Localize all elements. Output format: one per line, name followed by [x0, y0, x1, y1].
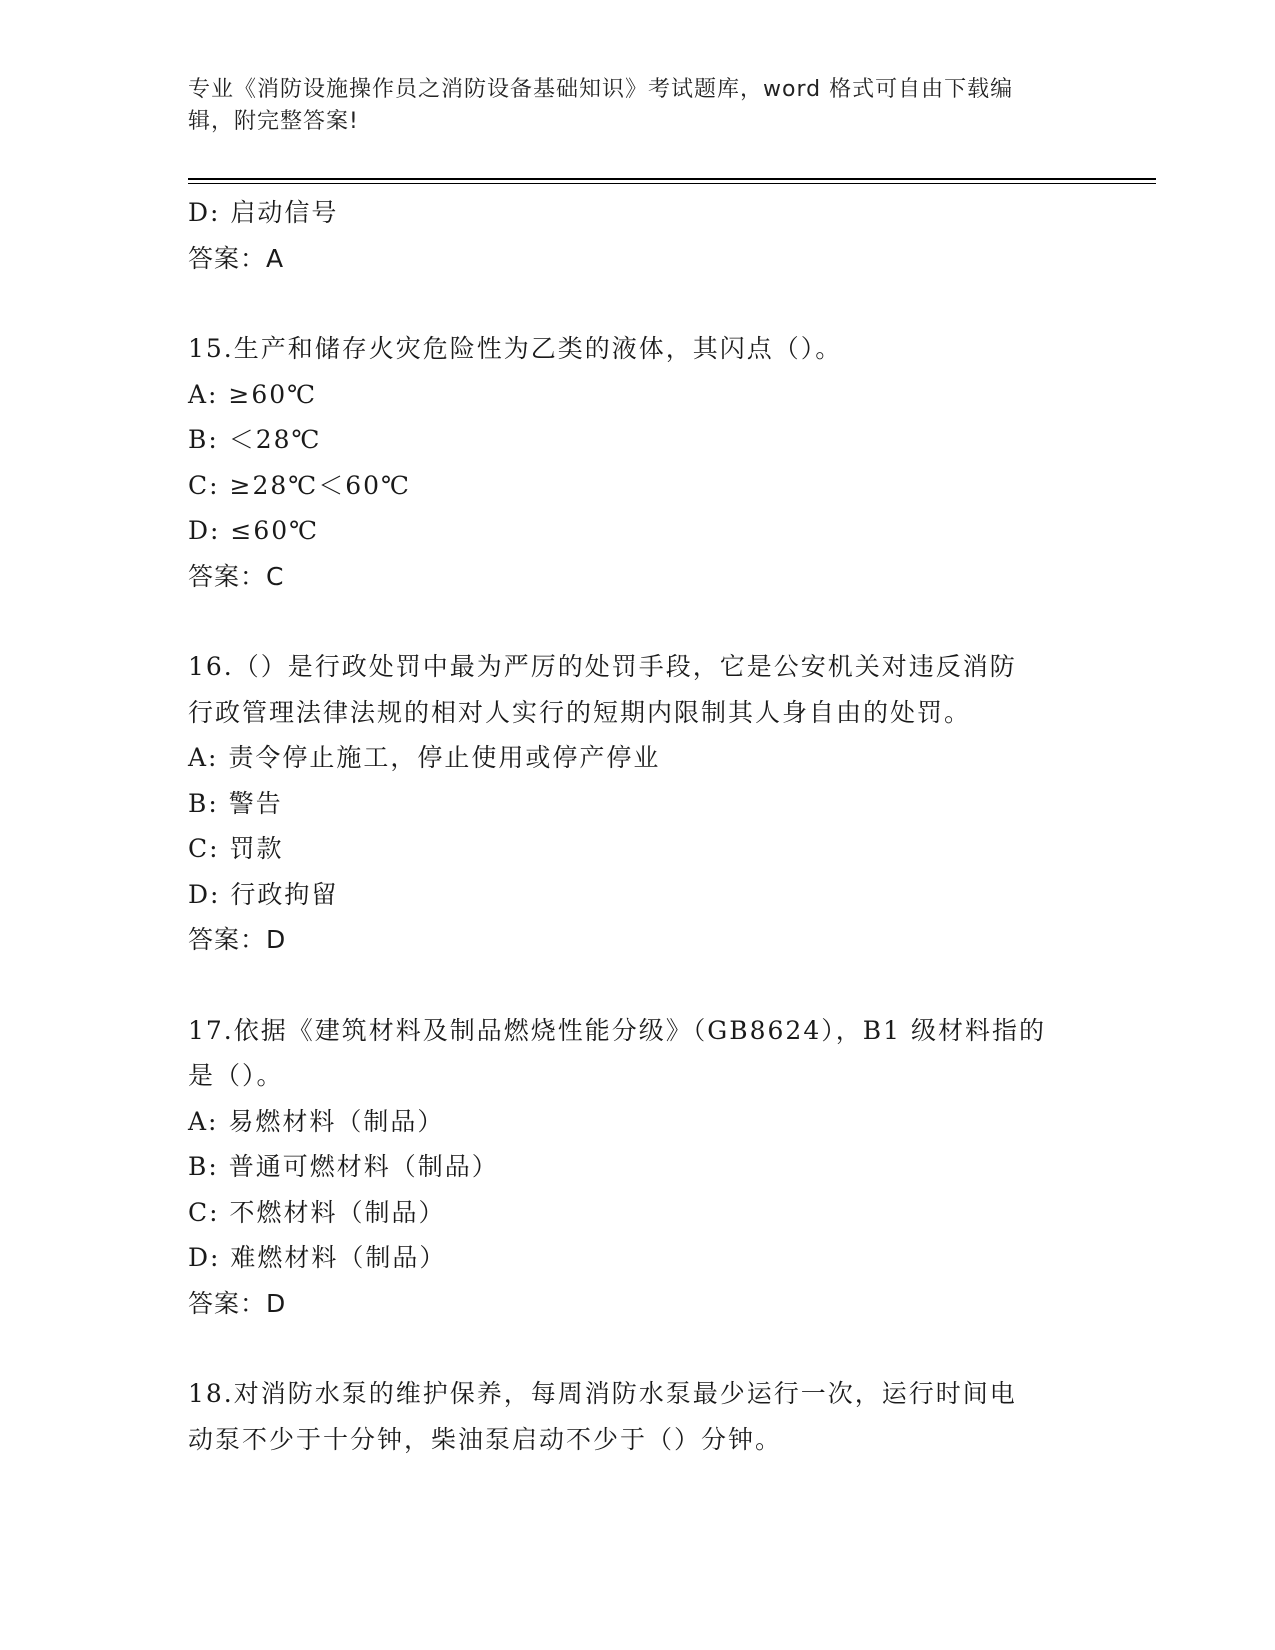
question-body: [188, 190, 1108, 1462]
option-d: D: 难燃材料（制品）: [188, 1243, 447, 1272]
header-line-1: 专业《消防设施操作员之消防设备基础知识》考试题库，word 格式可自由下载编: [188, 77, 1014, 102]
document-header: [188, 74, 1068, 138]
question-18: [188, 1371, 1108, 1462]
question-stem: 15.生产和储存火灾危险性为乙类的液体，其闪点（）。: [188, 334, 843, 363]
option-a: A: 责令停止施工，停止使用或停产停业: [188, 743, 661, 772]
question-16: [188, 644, 1108, 963]
option-b: B: 普通可燃材料（制品）: [188, 1152, 499, 1181]
answer: 答案：D: [188, 1288, 287, 1318]
question-17: [188, 1008, 1108, 1327]
answer: 答案：C: [188, 561, 285, 591]
option-c: C: ≥28℃＜60℃: [188, 470, 412, 500]
option-d: D: 行政拘留: [188, 879, 339, 909]
question-stem: 行政管理法律法规的相对人实行的短期内限制其人身自由的处罚。: [188, 697, 972, 727]
option-a: A: 易燃材料（制品）: [188, 1106, 445, 1136]
option-a: A: ≥60℃: [188, 379, 318, 409]
answer: 答案：D: [188, 925, 287, 954]
question-stem: 16.（）是行政处罚中最为严厉的处罚手段，它是公安机关对违反消防: [188, 652, 1017, 681]
header-divider-thin: [188, 183, 1156, 184]
header-divider-thick: [188, 178, 1156, 180]
option-c: C: 罚款: [188, 834, 284, 863]
option-b: B: ＜28℃: [188, 425, 322, 454]
option-b: B: 警告: [188, 788, 283, 818]
question-15: [188, 326, 1108, 599]
question-stem: 17.依据《建筑材料及制品燃烧性能分级》（GB8624），B1 级材料指的: [188, 1015, 1046, 1045]
option-c: C: 不燃材料（制品）: [188, 1197, 446, 1227]
question-stem: 动泵不少于十分钟，柴油泵启动不少于（）分钟。: [188, 1424, 783, 1454]
prev-answer: 答案：A: [188, 243, 285, 273]
option-d: D: ≤60℃: [188, 516, 320, 545]
question-stem: 是（）。: [188, 1061, 284, 1090]
question-stem: 18.对消防水泵的维护保养，每周消防水泵最少运行一次，运行时间电: [188, 1379, 1017, 1408]
header-line-2: 辑，附完整答案!: [188, 109, 359, 134]
prev-option-d: D: 启动信号: [188, 198, 339, 227]
